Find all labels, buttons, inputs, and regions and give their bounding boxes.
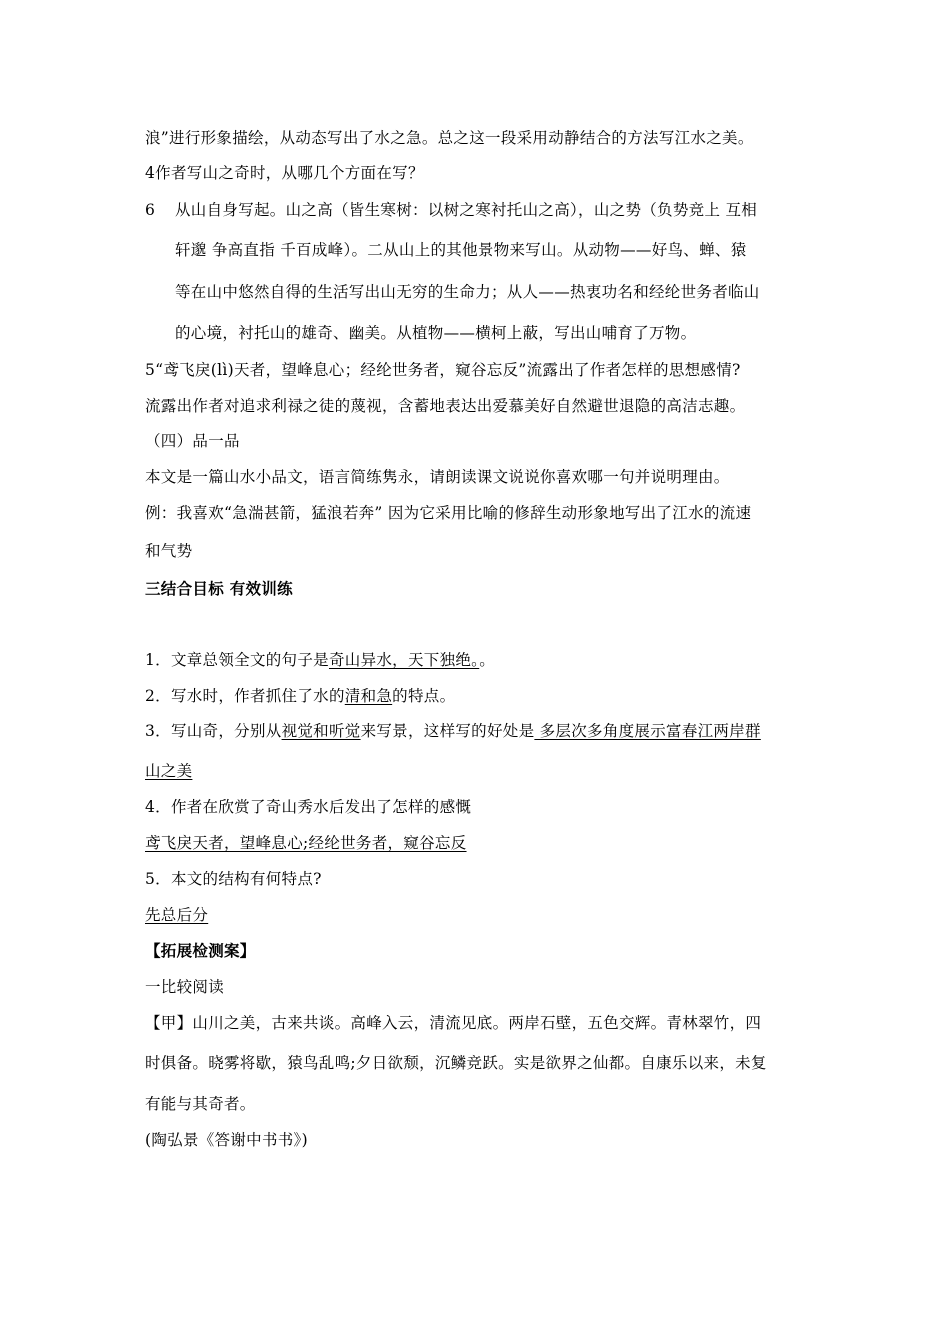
exercise-5: 5．本文的结构有何特点? [145,870,322,888]
answer-underline: 奇山异水，天下独绝。 [328,651,480,669]
answer-line: 轩邈 争高直指 千百成峰）。二从山上的其他景物来写山。从动物——好鸟、蝉、猿 [175,241,747,259]
exercise-2: 2．写水时，作者抓住了水的清和急的特点。 [145,687,456,705]
answer-line: 流露出作者对追求利禄之徒的蔑视，含蓄地表达出爱慕美好自然避世退隐的高洁志趣。 [145,397,746,415]
text-line: 浪”进行形象描绘，从动态写出了水之急。总之这一段采用动静结合的方法写江水之美。 [145,129,754,147]
passage-line: 有能与其奇者。 [145,1095,256,1113]
section-title: 三结合目标 有效训练 [145,579,293,598]
answer-underline: 山之美 [145,762,193,780]
passage-line: 【甲】山川之美，古来共谈。高峰入云，清流见底。两岸石壁，五色交辉。青林翠竹，四 [145,1014,762,1032]
exercise-5-answer: 先总后分 [145,906,209,924]
answer-number: 6 [145,201,156,219]
example-line: 例：我喜欢“急湍甚箭，猛浪若奔” 因为它采用比喻的修辞生动形象地写出了江水的流速 [145,504,752,522]
section-heading: （四）品一品 [145,432,240,450]
passage-source: (陶弘景《答谢中书书》) [145,1131,308,1149]
text-line: 本文是一篇山水小品文，语言简练隽永，请朗读课文说说你喜欢哪一句并说明理由。 [145,468,730,486]
answer-underline: 视觉和听觉 [281,722,361,740]
example-line: 和气势 [145,542,193,560]
answer-line: 从山自身写起。山之高（皆生寒树：以树之寒衬托山之高），山之势（负势竞上 互相 [175,201,758,219]
subsection-title: 一比较阅读 [145,978,225,996]
answer-underline: 多层次多角度展示富春江两岸群 [534,722,761,740]
answer-line: 的心境，衬托山的雄奇、幽美。从植物——横柯上蔽，写出山哺育了万物。 [175,324,697,342]
exercise-3: 3．写山奇，分别从视觉和听觉来写景，这样写的好处是 多层次多角度展示富春江两岸群 [145,722,761,740]
exercise-3-cont [145,761,192,781]
exercise-1: 1．文章总领全文的句子是奇山异水，天下独绝。。 [145,651,496,669]
passage-line: 时俱备。晓雾将歇，猿鸟乱鸣;夕日欲颓，沉鳞竞跃。实是欲界之仙都。自康乐以来，未复 [145,1054,767,1072]
answer-line: 等在山中悠然自得的生活写出山无穷的生命力；从人——热衷功名和经纶世务者临山 [175,283,760,301]
exercise-4: 4．作者在欣赏了奇山秀水后发出了怎样的感慨 [145,798,472,816]
section-title: 【拓展检测案】 [145,941,256,960]
question-4: 4作者写山之奇时，从哪几个方面在写？ [145,164,424,182]
exercise-4-answer: 鸢飞戾天者，望峰息心;经纶世务者，窥谷忘反 [145,834,467,852]
answer-underline: 清和急 [344,687,393,705]
question-5: 5“鸢飞戾(lì)天者，望峰息心；经纶世务者，窥谷忘反”流露出了作者怎样的思想感情? [145,361,741,379]
